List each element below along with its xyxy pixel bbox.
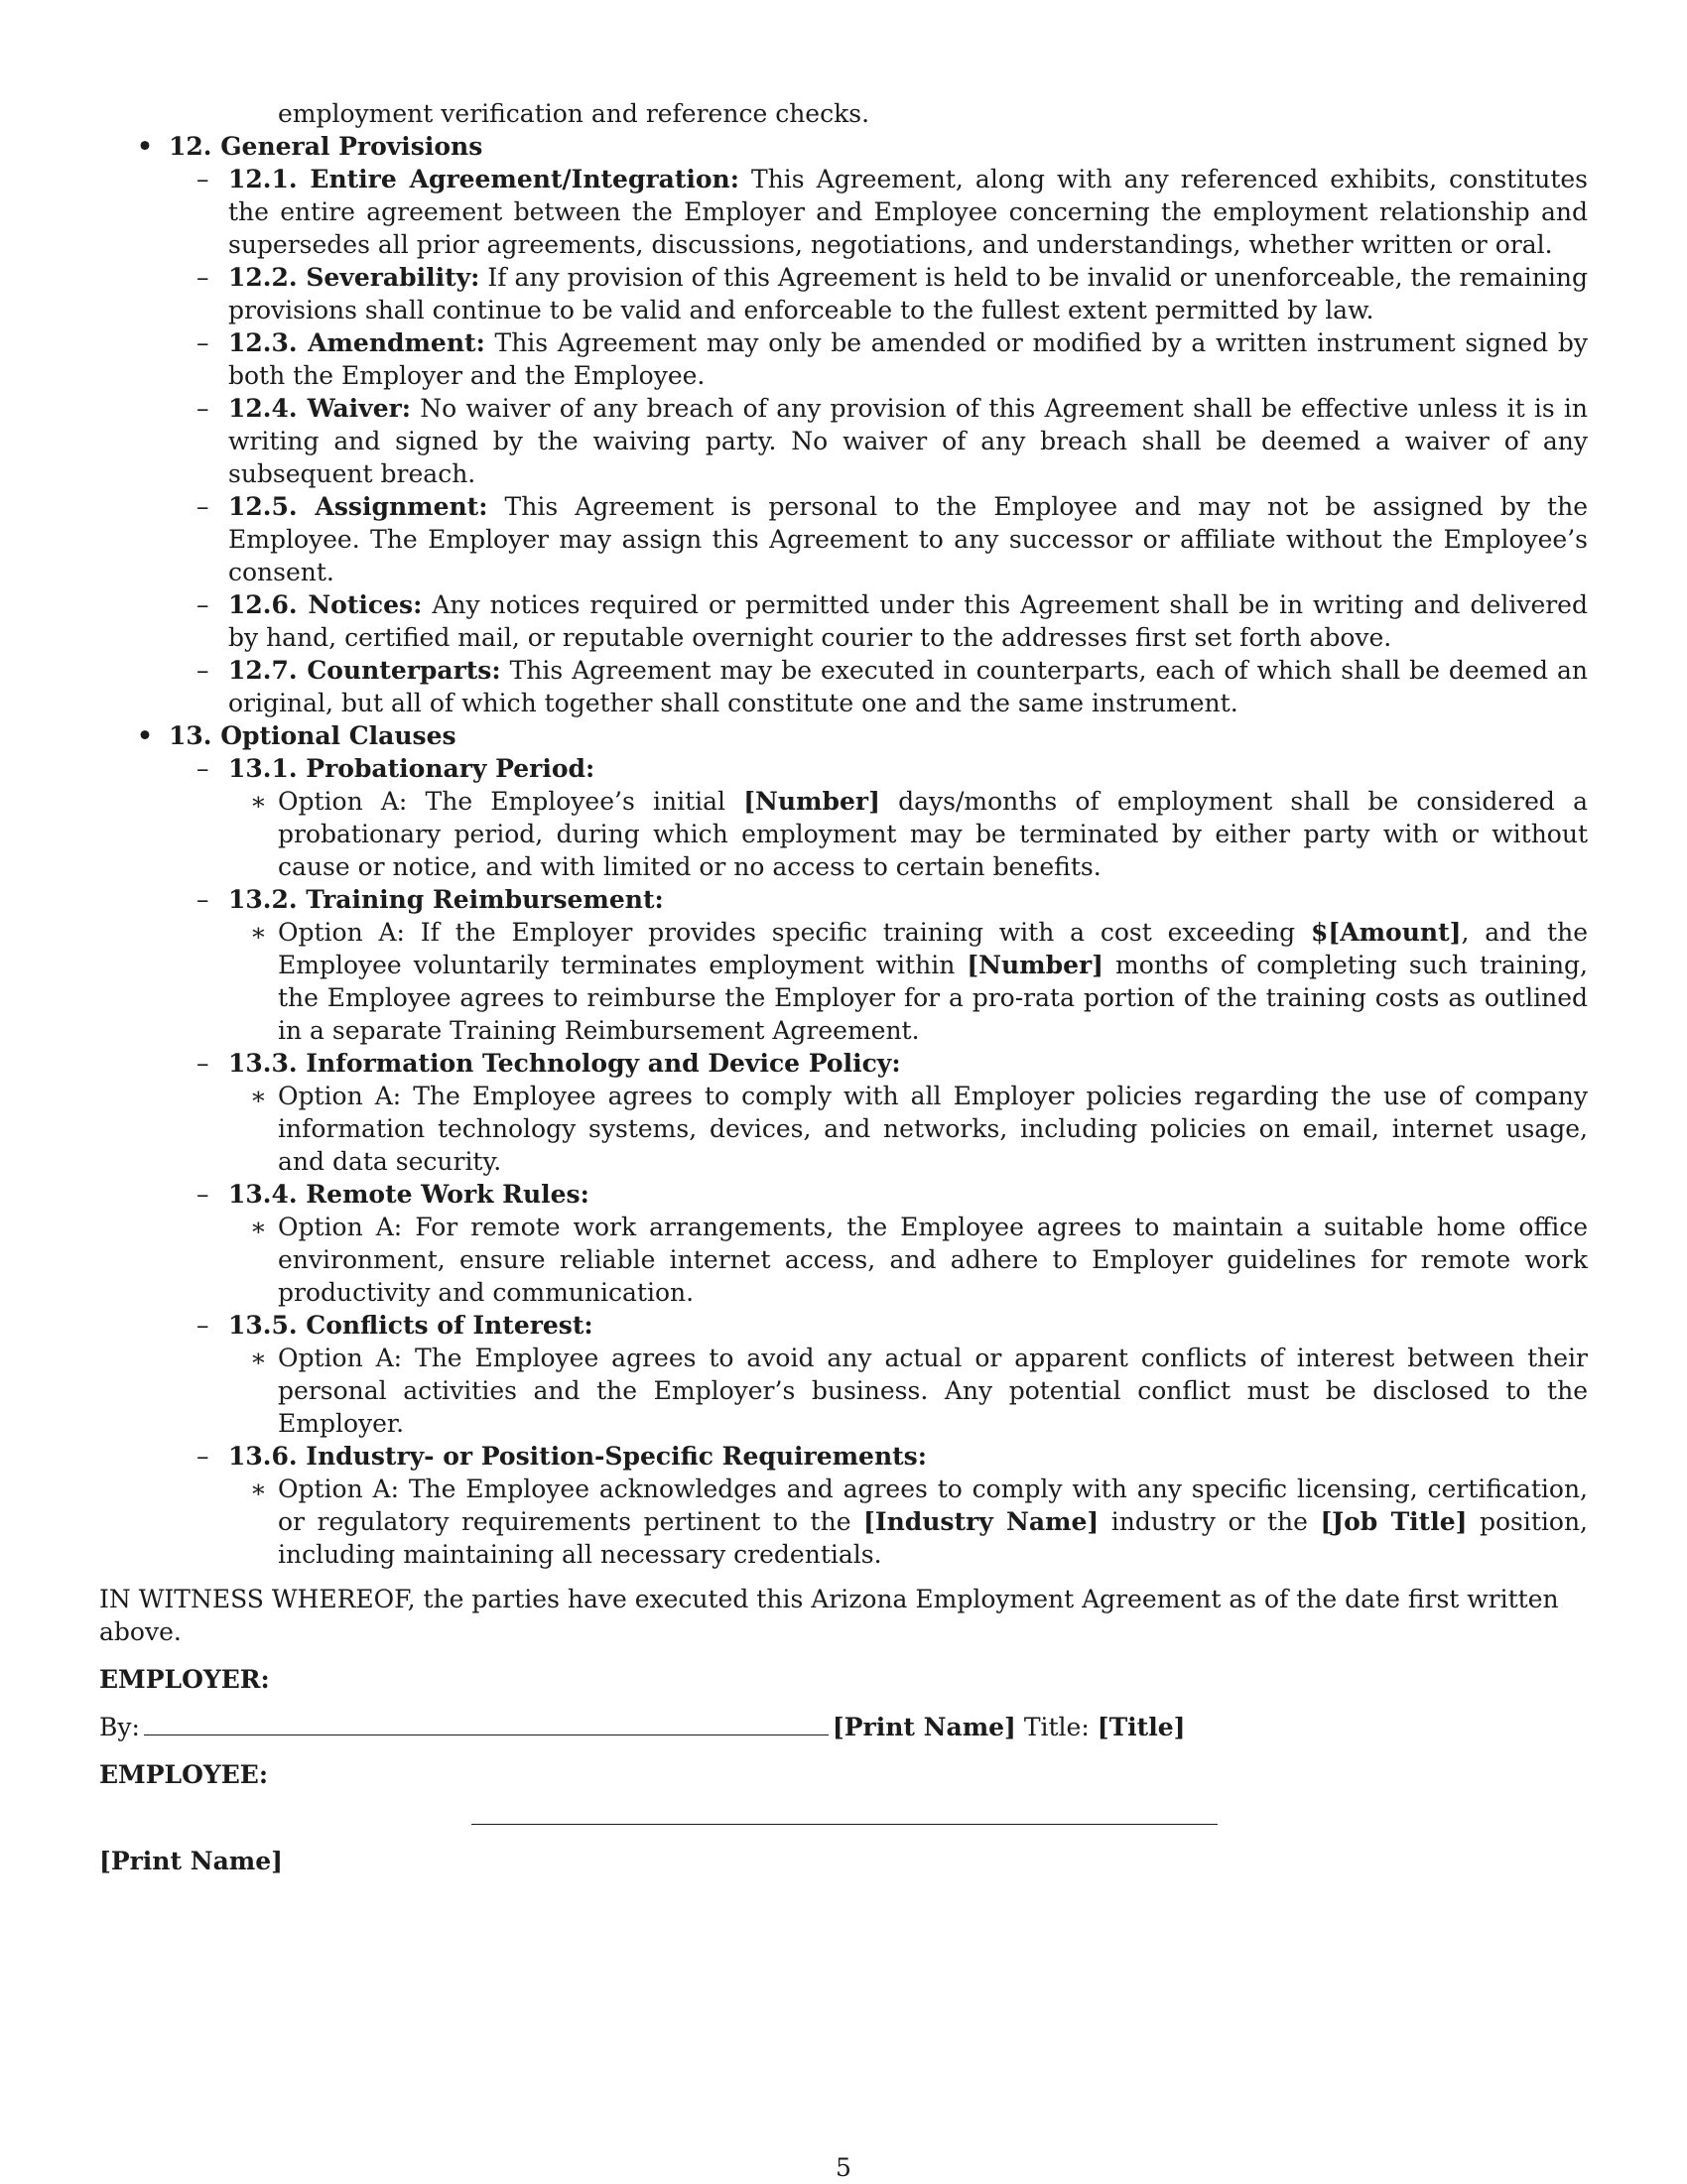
clause-13-2-option: ∗ Option A: If the Employer provides specific training with a cost exceeding $[Amount], and the Employee voluntarily terminates employment within [Number] months of completing such training, the Employee agrees to reimburse the Employer for a pro-rata portion of the training costs as outlined in a separate Training Reimbursement Agreement. [250,918,1588,1045]
section-13-heading: • 13. Optional Clauses [137,721,456,750]
clause-12-1: – 12.1. Entire Agreement/Integration: This Agreement, along with any referenced exhibits, constitutes the entire agreement between the Employer and Employee concerning the employment relationship and supersedes all prior agreements, discussions, negotiations, and understandings, whether written or oral. [196,165,1589,259]
employee-label: EMPLOYEE: [99,1760,269,1789]
document-page [99,97,1588,1877]
clause-13-3-heading: – 13.3. Information Technology and Device Policy: [196,1049,901,1078]
section-12-heading: • 12. General Provisions [137,132,483,161]
clause-13-5-heading: – 13.5. Conflicts of Interest: [196,1311,593,1340]
clause-12-4: – 12.4. Waiver: No waiver of any breach of any provision of this Agreement shall be effective unless it is in writing and signed by the waiving party. No waiver of any breach shall be deemed a waiver of any subsequent breach. [196,394,1588,488]
clause-13-5-option: ∗ Option A: The Employee agrees to avoid any actual or apparent conflicts of interest between their personal activities and the Employer’s business. Any potential conflict must be disclosed to the Employer. [250,1344,1588,1438]
clause-13-2-heading: – 13.2. Training Reimbursement: [196,885,664,914]
clause-13-4-heading: – 13.4. Remote Work Rules: [196,1180,589,1209]
witness-statement: IN WITNESS WHEREOF, the parties have executed this Arizona Employment Agreement as of the date first written above. [99,1585,1559,1646]
clause-12-5: – 12.5. Assignment: This Agreement is personal to the Employee and may not be assigned by the Employee. The Employer may assign this Agreement to any successor or affiliate without the Employee’s consent. [196,492,1588,586]
clause-12-3: – 12.3. Amendment: This Agreement may only be amended or modified by a written instrument signed by both the Employer and the Employee. [196,328,1588,390]
clause-13-1-option: ∗ Option A: The Employee’s initial [Number] days/months of employment shall be considered a probationary period, during which employment may be terminated by either party with or without cause or notice, and with limited or no access to certain benefits. [250,787,1588,881]
clause-13-4-option: ∗ Option A: For remote work arrangements, the Employee agrees to maintain a suitable home office environment, ensure reliable internet access, and adhere to Employer guidelines for remote work productivity and communication. [250,1213,1588,1307]
clause-12-6: – 12.6. Notices: Any notices required or permitted under this Agreement shall be in writing and delivered by hand, certified mail, or reputable overnight courier to the addresses first set forth above. [196,590,1588,652]
clause-13-6-option: ∗ Option A: The Employee acknowledges and agrees to comply with any specific licensing, certification, or regulatory requirements pertinent to the [Industry Name] industry or the [Job Title] position, including maintaining all necessary credentials. [250,1475,1589,1569]
title-label: Title: [1023,1713,1090,1741]
employer-signature-line[interactable] [144,1713,829,1735]
employer-title-value: [Title] [1097,1713,1186,1741]
clause-12-7: – 12.7. Counterparts: This Agreement may be executed in counterparts, each of which shall be deemed an original, but all of which together shall constitute one and the same instrument. [196,656,1588,717]
clause-13-3-option: ∗ Option A: The Employee agrees to comply with all Employer policies regarding the use of company information technology systems, devices, and networks, including policies on email, internet usage, and data security. [250,1082,1588,1176]
by-label: By: [99,1713,140,1741]
clause-13-6-heading: – 13.6. Industry- or Position-Specific Requirements: [196,1442,927,1471]
employer-label: EMPLOYER: [99,1665,270,1694]
employer-print-name: [Print Name] [832,1713,1016,1741]
employee-signature-line[interactable] [471,1823,1218,1825]
employer-signature-row [99,1711,1588,1743]
clause-12-2: – 12.2. Severability: If any provision of this Agreement is held to be invalid or unenforceable, the remaining provisions shall continue to be valid and enforceable to the fullest extent permitted by law. [196,263,1588,324]
continued-text: employment verification and reference checks. [278,99,870,128]
clause-13-1-heading: – 13.1. Probationary Period: [196,754,595,783]
page-number: 5 [836,2153,851,2182]
employee-print-name: [Print Name] [99,1847,283,1875]
